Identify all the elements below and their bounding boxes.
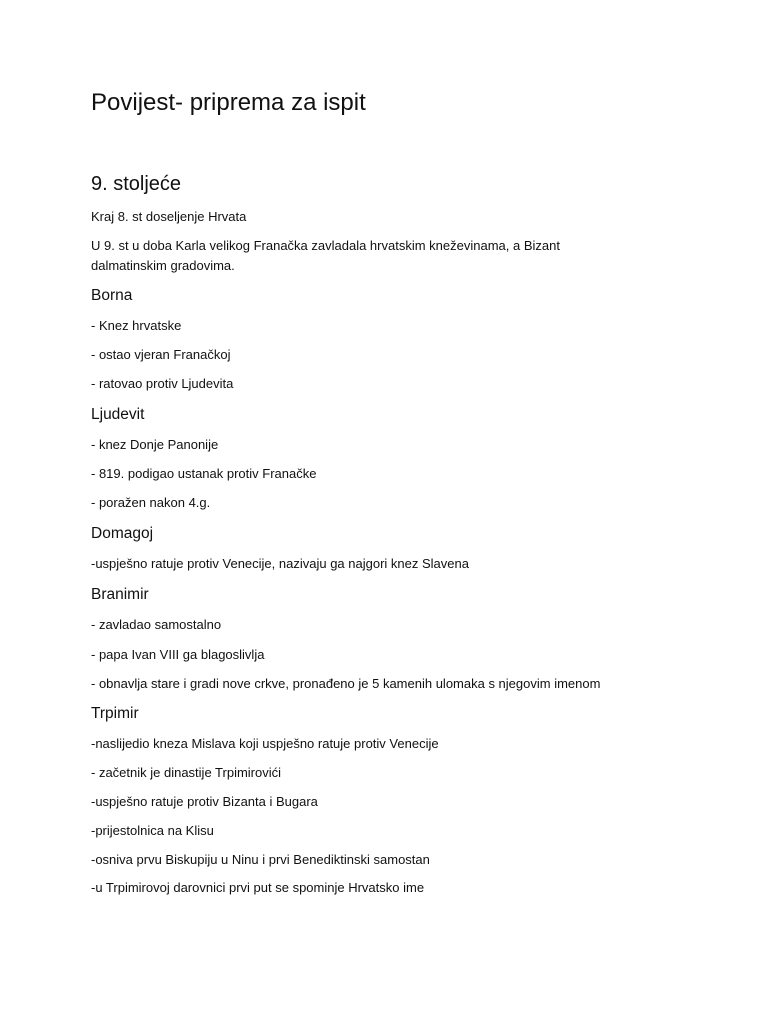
list-item: - ostao vjeran Franačkoj [91, 347, 231, 362]
list-item: - obnavlja stare i gradi nove crkve, pronađeno je 5 kamenih ulomaka s njegovim imenom [91, 676, 601, 691]
list-item: - poražen nakon 4.g. [91, 495, 211, 510]
list-item: - 819. podigao ustanak protiv Franačke [91, 466, 317, 481]
list-item: -u Trpimirovoj darovnici prvi put se spominje Hrvatsko ime [91, 880, 425, 895]
list-item: - papa Ivan VIII ga blagoslivlja [91, 647, 265, 662]
section-heading-domagoj: Domagoj [91, 525, 154, 542]
intro-paragraph-2: U 9. st u doba Karla velikog Franačka zavladala hrvatskim kneževinama, a Bizant dalmatinskim gradovima. [91, 238, 560, 273]
list-item: -prijestolnica na Klisu [91, 823, 214, 838]
list-item: -uspješno ratuje protiv Bizanta i Bugara [91, 794, 318, 809]
section-heading-ljudevit: Ljudevit [91, 406, 145, 423]
document-title: Povijest- priprema za ispit [91, 89, 366, 116]
section-heading-trpimir: Trpimir [91, 705, 139, 722]
intro-paragraph-1: Kraj 8. st doseljenje Hrvata [91, 209, 247, 224]
list-item: - ratovao protiv Ljudevita [91, 376, 234, 391]
section-heading-borna: Borna [91, 287, 133, 304]
list-item: - knez Donje Panonije [91, 437, 219, 452]
list-item: -uspješno ratuje protiv Venecije, nazivaju ga najgori knez Slavena [91, 556, 469, 571]
list-item: -naslijedio kneza Mislava koji uspješno ratuje protiv Venecije [91, 736, 439, 751]
list-item: - zavladao samostalno [91, 617, 222, 632]
list-item: - Knez hrvatske [91, 318, 182, 333]
list-item: -osniva prvu Biskupiju u Ninu i prvi Benediktinski samostan [91, 852, 430, 867]
section-heading-branimir: Branimir [91, 586, 149, 603]
list-item: - začetnik je dinastije Trpimirovići [91, 765, 282, 780]
century-heading: 9. stoljeće [91, 173, 182, 195]
